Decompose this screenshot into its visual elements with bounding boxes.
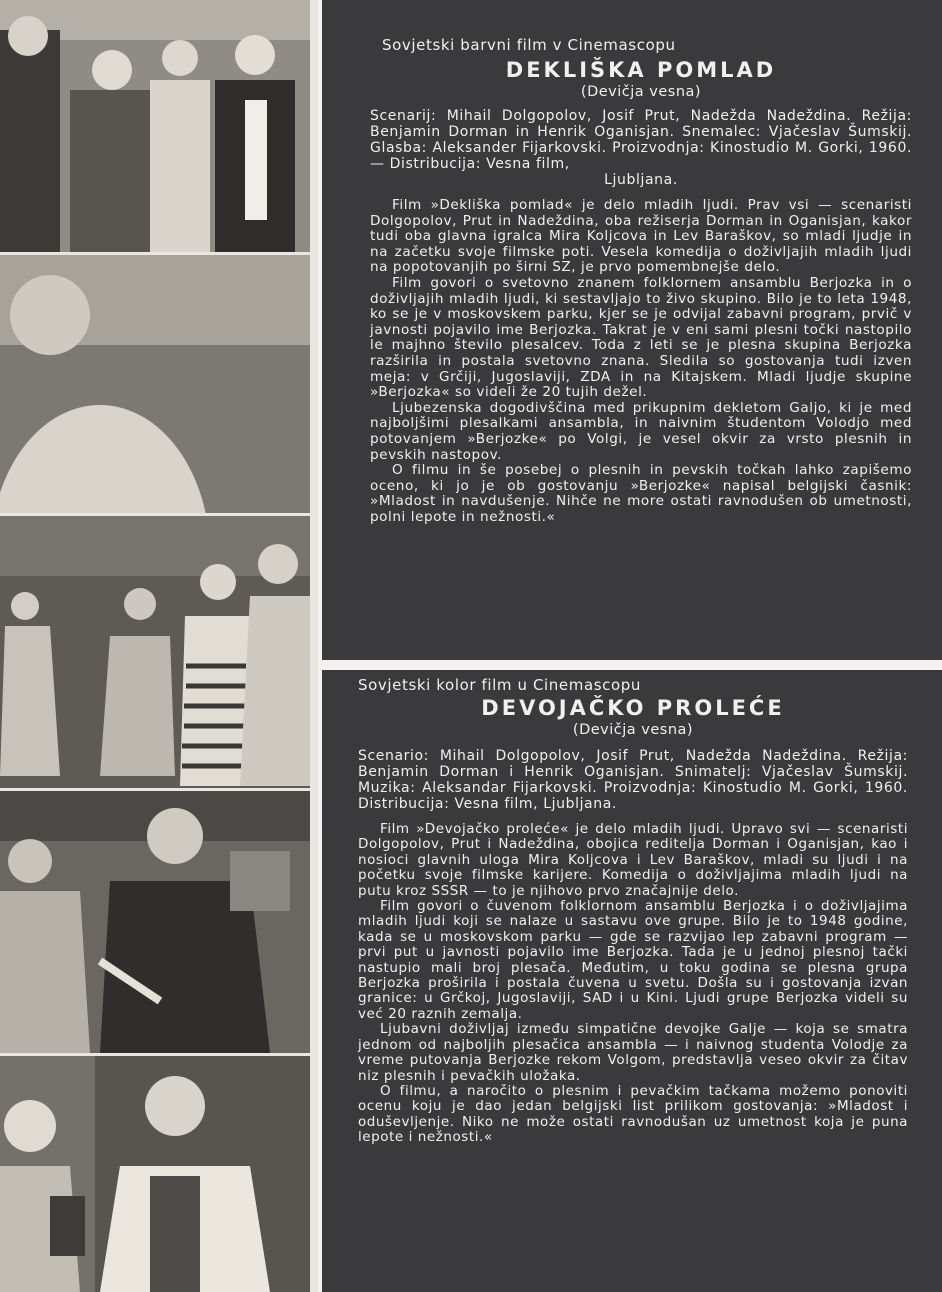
slovene-title: DEKLIŠKA POMLAD: [505, 58, 777, 82]
slovene-body: [370, 198, 912, 525]
serbian-paragraph: Film govori o čuvenom folklornom ansamblu Berjozka i o doživljajima mladih ljudi koji se nalaze u sastavu ove grupe. Bilo je to 1948 godine, kada se u moskovskom parku — gde se razvijao lep zabavni program — prvi put u javnosti pojavilo ime Berjozka. Tada je u jednoj plesnoj tački nastupio mali broj plesača. Međutim, u toku godina se plesna grupa Berjozka proširila i postala čuvena u svetu. Došla su i gostovanja izvan granice: u Grčkoj, Jugoslaviji, SAD i u Kini. Ljudi grupe Berjozka videli su već 20 raznih zemalja.: [358, 898, 908, 1022]
panel-separator: [322, 660, 942, 670]
slovene-credits-last: Ljubljana.: [604, 172, 678, 188]
slovene-paragraph: O filmu in še posebej o plesnih in pevskih točkah lahko zapišemo oceno, ki jo je ob gostovanju »Berjozke« napisal belgijski časnik: »Mladost in navdušenje. Nihče ne more ostati ravnodušen ob umetnosti, polni lepote in nežnosti.«: [370, 462, 912, 525]
serbian-body: [358, 822, 908, 1146]
serbian-paragraph: Film »Devojačko proleće« je delo mladih ljudi. Upravo svi — scenaristi Dolgopolov, Prut i Nadeždina, obojica reditelja Dorman i Oganisjan, kao i nosioci glavnih uloga Mira Koljcova i Lev Baraškov, mladi su ljudi i na početku svoje filmske karijere. Komedija o doživljajima mladih ljudi na putu kroz SSSR — to je njihovo prvo značajnije delo.: [358, 821, 908, 899]
slovene-subtitle: (Devičja vesna): [580, 84, 702, 100]
photo-group-scene: [0, 0, 310, 255]
photo-workshop: [0, 791, 310, 1056]
photo-two-women: [0, 255, 310, 516]
slovene-credits-main: Scenarij: Mihail Dolgopolov, Josif Prut, Nadežda Nadeždina. Režija: Benjamin Dorman in Henrik Oganisjan. Snemalec: Vjačeslav Šumskij. Glasba: Aleksander Fijarkovski. Proizvodnja: Kinostudio M. Gorki, 1960. — Distribucija: Vesna film,: [370, 108, 912, 172]
photo-column: [0, 0, 318, 1292]
slovene-kicker: Sovjetski barvni film v Cinemascopu: [382, 36, 676, 54]
serbian-title: DEVOJAČKO PROLEĆE: [481, 696, 785, 720]
photo-dancers: [0, 516, 310, 791]
photo-couple: [0, 1056, 310, 1292]
slovene-article: [322, 0, 942, 660]
serbian-credits: Scenario: Mihail Dolgopolov, Josif Prut, Nadežda Nadeždina. Režija: Benjamin Dorman i Henrik Oganisjan. Snimatelj: Vjačeslav Šumskij. Muzika: Aleksandar Fijarkovski. Proizvodnja: Kinostudio M. Gorki, 1960. Distribucija: Vesna film, Ljubljana.: [358, 748, 908, 812]
serbian-paragraph: O filmu, a naročito o plesnim i pevačkim tačkama možemo ponoviti ocenu koju je dao jedan belgijski list prilikom gostovanja: »Mladost i oduševljenje. Niko ne može ostati ravnodušan uz umetnost koja je puna lepote i nežnosti.«: [358, 1082, 908, 1146]
slovene-paragraph: Ljubezenska dogodivščina med prikupnim dekletom Galjo, ki je med najboljšimi plesalkami ansambla, in naivnim študentom Volodjo med potovanjem »Berjozke« po Volgi, je vesel okvir za vrsto plesnih in pevskih nastopov.: [370, 399, 912, 463]
serbian-article: [322, 670, 942, 1292]
slovene-paragraph: Film »Dekliška pomlad« je delo mladih ljudi. Prav vsi — scenaristi Dolgopolov, Prut in Nadeždina, oba režiserja Dorman in Oganisjan, kakor tudi oba glavna igralca Mira Koljcova in Lev Baraškov, so mladi ljudje in na začetku svoje filmske poti. Vesela komedija o doživljajih mladih ljudi na popotovanjih po širni SZ, je prvo pomembnejše delo.: [370, 197, 912, 276]
serbian-kicker: Sovjetski kolor film u Cinemascopu: [358, 676, 642, 694]
serbian-paragraph: Ljubavni doživljaj između simpatične devojke Galje — koja se smatra jednom od najboljih plesačica ansambla — i naivnog studenta Volodje za vreme putovanja Berjozke rekom Volgom, predstavlja veseo okvir za čitav niz plesnih i pevačkih uložaka.: [358, 1021, 908, 1084]
slovene-paragraph: Film govori o svetovno znanem folklornem ansamblu Berjozka in o doživljajih mladih ljudi, ki sestavljajo to živo skupino. Bilo je to leta 1948, ko se je v moskovskem parku, kjer se je odvijal zabavni program, prvič v javnosti pojavilo ime Berjozka. Takrat je v eni sami plesni točki nastopilo le majhno število plesalcev. Toda z leti se je plesna skupina Berjozka razširila in postala svetovno znana. Sledila so gostovanja tudi izven meja: v Grčiji, Jugoslaviji, ZDA in na Kitajskem. Mladi ljudje skupine »Berjozka« so videli že 20 tujih dežel.: [370, 274, 912, 401]
slovene-credits: [370, 108, 912, 188]
serbian-subtitle: (Devičja vesna): [572, 722, 694, 738]
